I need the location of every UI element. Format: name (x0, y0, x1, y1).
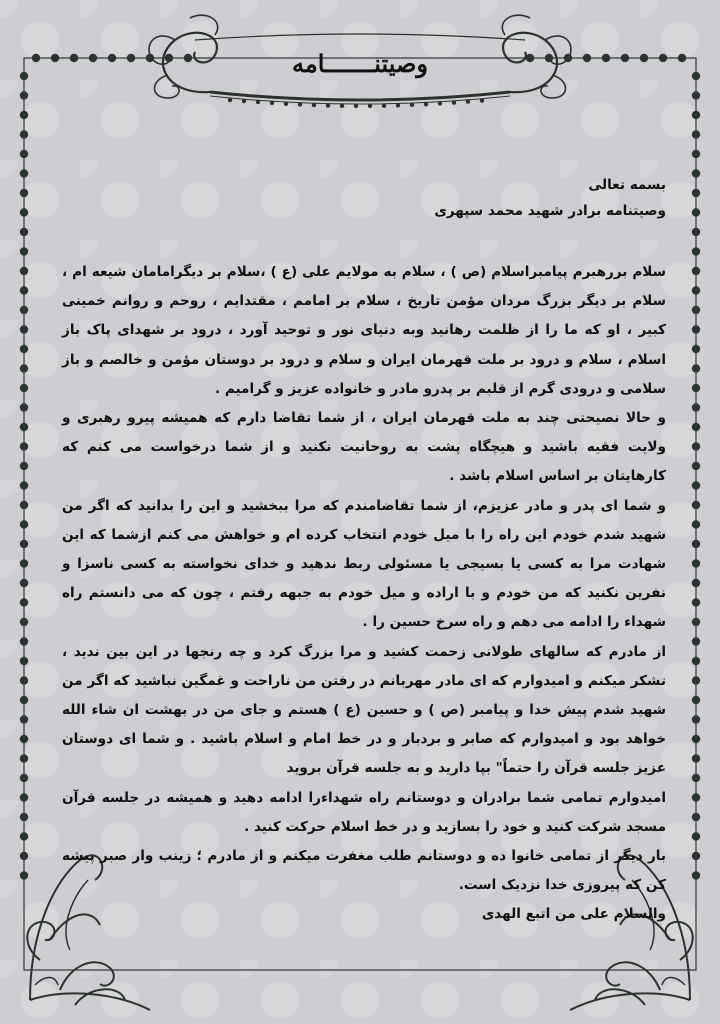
bead (692, 462, 700, 470)
bead (692, 774, 700, 782)
bead (20, 91, 28, 99)
bead (692, 384, 700, 392)
bead (20, 72, 28, 80)
bead (692, 520, 700, 528)
bead (621, 54, 629, 62)
bead (692, 618, 700, 626)
bead (20, 813, 28, 821)
paragraph-farewell: بار دیگر از تمامی خانوا ده و دوستانم طلب مغفرت میکنم و از مادرم ؛ زینب وار صبر پیشه کن که پیروزی خدا نزدیک است. (62, 848, 666, 894)
paragraph-greetings: سلام بررهبرم پیامبراسلام (ص ) ، سلام به مولایم علی (ع ) ،سلام بر دیگرامامان شیعه ام ، سلام بر دیگر بزرگ مردان مؤمن تاریخ ، سلام بر امامم ، مقتدایم ، روحم و روانم خمینی کبیر ، او که ما را از ظلمت رهانید وبه دنیای نور و توحید آورد ، درود بر شهدای پاک باز اسلام ، سلام و درود بر ملت قهرمان ایران و سلام و درود بر دوستان مؤمن و خالصم و باز سلامی و درودی گرم از قلبم بر پدرو مادر و خانواده عزیز و گرامیم . (62, 264, 666, 397)
bead (20, 676, 28, 684)
bead (20, 403, 28, 411)
bead (466, 99, 470, 103)
bead (20, 696, 28, 704)
paragraph-advice-nation: و حالا نصیحتی چند به ملت قهرمان ایران ، از شما تقاضا دارم که همیشه پیرو رهبری و ولایت فقیه باشید و هیچگاه پشت به روحانیت نکنید و از شما درخواست می کنم که کارهایتان بر اساس اسلام باشد . (62, 410, 666, 485)
bead (692, 130, 700, 138)
bead (480, 98, 484, 102)
bead (692, 598, 700, 606)
bead (298, 102, 302, 106)
bead (692, 442, 700, 450)
bead (692, 91, 700, 99)
bead (692, 267, 700, 275)
bead (20, 715, 28, 723)
bead (692, 871, 700, 879)
bead (583, 54, 591, 62)
bead (692, 481, 700, 489)
bead (284, 102, 288, 106)
bead (184, 54, 192, 62)
bead (108, 54, 116, 62)
bead (20, 735, 28, 743)
bead (692, 306, 700, 314)
spacer (62, 224, 666, 258)
bead (20, 559, 28, 567)
bead (692, 111, 700, 119)
bead (692, 540, 700, 548)
bead (602, 54, 610, 62)
page-title: وصیتنـــــــامه (292, 48, 428, 78)
bead (20, 208, 28, 216)
bead (20, 637, 28, 645)
bead (20, 111, 28, 119)
bead (692, 813, 700, 821)
bead (692, 735, 700, 743)
bead (692, 72, 700, 80)
bead (452, 100, 456, 104)
bead (20, 442, 28, 450)
bead (20, 325, 28, 333)
bead (659, 54, 667, 62)
bead (20, 657, 28, 665)
bead (20, 832, 28, 840)
paragraph-parents: و شما ای پدر و مادر عزیزم، از شما تقاضامندم که مرا ببخشید و این را بدانید که اگر من شهید شدم خودم این راه را با میل خودم انتخاب کرده ام و خواهش می کنم ازشما که این شهادت مرا به کسی یا بسیجی یا مسئولی ربط ندهید و خدای نخواسته به کسی ناسزا و نفرین نکنید که من خودم و با اراده و میل خودم به جبهه رفتم ، چون که می دانستم راه شهداء را ادامه می دهم و راه سرخ حسین را . (62, 497, 666, 631)
testament-body (62, 172, 666, 930)
bead (692, 832, 700, 840)
bead (678, 54, 686, 62)
bead (20, 501, 28, 509)
bead (692, 208, 700, 216)
bead (526, 54, 534, 62)
paragraph-closing: والسلام علی من اتبع الهدی (481, 906, 666, 923)
bead (20, 189, 28, 197)
bead (20, 540, 28, 548)
bead (354, 104, 358, 108)
bead (20, 462, 28, 470)
bead (410, 103, 414, 107)
bead (438, 101, 442, 105)
bismillah-line: بسمه تعالی (588, 177, 666, 193)
bead (326, 103, 330, 107)
bead (692, 852, 700, 860)
bead (368, 104, 372, 108)
bead (312, 103, 316, 107)
bead (20, 364, 28, 372)
bead (424, 102, 428, 106)
bead (545, 54, 553, 62)
bead (127, 54, 135, 62)
bead (692, 579, 700, 587)
bead (256, 100, 260, 104)
bead (20, 286, 28, 294)
bead (382, 104, 386, 108)
bead (20, 169, 28, 177)
bead (51, 54, 59, 62)
bead (20, 150, 28, 158)
title-box (200, 38, 520, 88)
bead (20, 793, 28, 801)
bead (20, 774, 28, 782)
bead (70, 54, 78, 62)
paragraph-mother: از مادرم که سالهای طولانی زحمت کشید و مرا بزرگ کرد و چه رنجها در این بین ندید ، تشکر میکنم و امیدوارم که ای مادر مهربانم در رفتن من ناراحت و غمگین نباشید که اگر من شهید شدم پیش خدا و پیامبر (ص ) و حسین (ع ) هستم و جای من در بهشت ان شاء الله خواهد بود و امیدوارم که صابر و بردبار و در خط امام و اسلام باشید . و شما ای دوستان عزیز جلسه قرآن را حتماً" بپا دارید و به جلسه قرآن بروید (62, 643, 666, 777)
bead (340, 104, 344, 108)
subtitle-line: وصیتنامه برادر شهید محمد سپهری (434, 203, 666, 219)
bead (692, 247, 700, 255)
bead (692, 325, 700, 333)
bead (20, 228, 28, 236)
bead (692, 676, 700, 684)
bead (20, 520, 28, 528)
bead (692, 345, 700, 353)
bead (20, 618, 28, 626)
bead (20, 598, 28, 606)
bead (270, 101, 274, 105)
bead (692, 793, 700, 801)
bead (20, 579, 28, 587)
bead (20, 384, 28, 392)
bead (692, 715, 700, 723)
bead (20, 130, 28, 138)
bead (692, 559, 700, 567)
bead (89, 54, 97, 62)
bead (692, 754, 700, 762)
bead (20, 754, 28, 762)
bead (20, 871, 28, 879)
bead (692, 696, 700, 704)
bead (228, 98, 232, 102)
bead (692, 501, 700, 509)
bead (396, 103, 400, 107)
bead (20, 267, 28, 275)
bead (692, 657, 700, 665)
bead (692, 169, 700, 177)
bead (640, 54, 648, 62)
bead (242, 99, 246, 103)
bead (20, 423, 28, 431)
bead (692, 189, 700, 197)
bead (692, 423, 700, 431)
bead (692, 403, 700, 411)
bead (20, 247, 28, 255)
bead (20, 306, 28, 314)
paragraph-friends: امیدوارم تمامی شما برادران و دوستانم راه شهداءرا ادامه دهید و همیشه در جلسه قرآن مسجد شرکت کنید و خود را بسازید و در خط اسلام حرکت کنید . (62, 789, 666, 835)
bead (20, 481, 28, 489)
bead (32, 54, 40, 62)
bead (20, 345, 28, 353)
bead (692, 364, 700, 372)
bead (692, 286, 700, 294)
bead (20, 852, 28, 860)
bead (692, 150, 700, 158)
bead (692, 637, 700, 645)
bead (692, 228, 700, 236)
